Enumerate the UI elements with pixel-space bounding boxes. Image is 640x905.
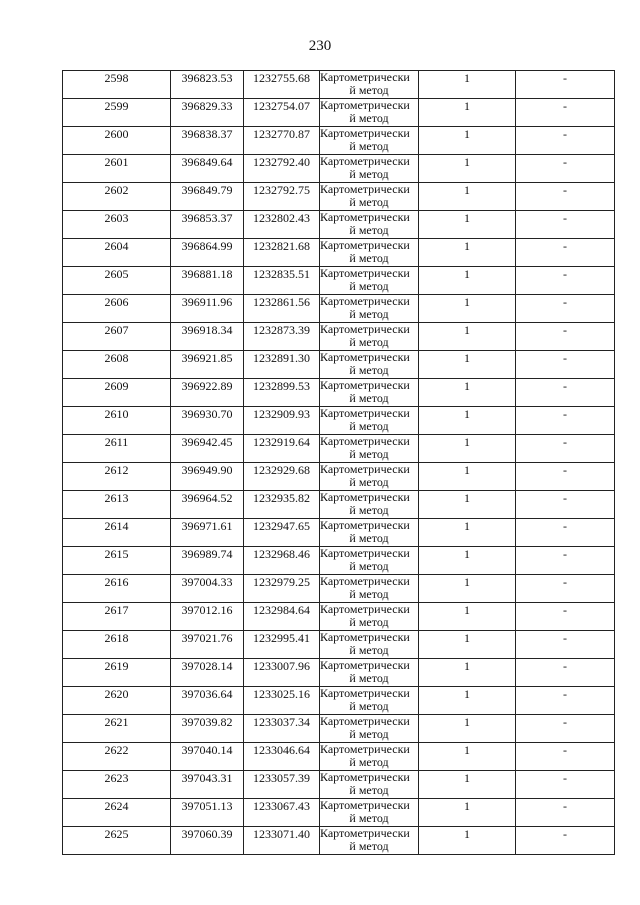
method-cell xyxy=(320,407,419,435)
method-line-2: й метод xyxy=(349,811,389,825)
table-row xyxy=(63,463,615,491)
point-number-cell: 2621 xyxy=(63,715,171,743)
point-number-cell: 2601 xyxy=(63,155,171,183)
x-coordinate-cell: 396971.61 xyxy=(171,519,244,547)
x-coordinate-cell: 396849.64 xyxy=(171,155,244,183)
method-line-1: Картометрически xyxy=(320,518,410,532)
table-row xyxy=(63,603,615,631)
method-cell xyxy=(320,211,419,239)
point-number-cell: 2623 xyxy=(63,771,171,799)
method-cell xyxy=(320,435,419,463)
method-line-2: й метод xyxy=(349,699,389,713)
method-line-1: Картометрически xyxy=(320,266,410,280)
y-coordinate-cell: 1232947.65 xyxy=(244,519,320,547)
x-coordinate-cell: 396942.45 xyxy=(171,435,244,463)
point-number-cell: 2619 xyxy=(63,659,171,687)
x-coordinate-cell: 396849.79 xyxy=(171,183,244,211)
table-row xyxy=(63,155,615,183)
note-cell: - xyxy=(516,827,615,855)
x-coordinate-cell: 396918.34 xyxy=(171,323,244,351)
table-row xyxy=(63,799,615,827)
method-line-2: й метод xyxy=(349,83,389,97)
page-number: 230 xyxy=(308,38,332,54)
method-line-2: й метод xyxy=(349,195,389,209)
y-coordinate-cell: 1232755.68 xyxy=(244,71,320,99)
table-row xyxy=(63,239,615,267)
y-coordinate-cell: 1233067.43 xyxy=(244,799,320,827)
point-number-cell: 2608 xyxy=(63,351,171,379)
x-coordinate-cell: 396864.99 xyxy=(171,239,244,267)
method-line-1: Картометрически xyxy=(320,686,410,700)
y-coordinate-cell: 1232935.82 xyxy=(244,491,320,519)
note-cell: - xyxy=(516,463,615,491)
point-number-cell: 2613 xyxy=(63,491,171,519)
table-row xyxy=(63,295,615,323)
point-number-cell: 2617 xyxy=(63,603,171,631)
accuracy-cell: 1 xyxy=(419,631,516,659)
note-cell: - xyxy=(516,183,615,211)
method-line-2: й метод xyxy=(349,167,389,181)
note-cell: - xyxy=(516,575,615,603)
method-line-1: Картометрически xyxy=(320,322,410,336)
accuracy-cell: 1 xyxy=(419,463,516,491)
method-line-2: й метод xyxy=(349,279,389,293)
method-line-2: й метод xyxy=(349,839,389,853)
x-coordinate-cell: 396930.70 xyxy=(171,407,244,435)
method-line-1: Картометрически xyxy=(320,350,410,364)
table-row xyxy=(63,127,615,155)
y-coordinate-cell: 1232929.68 xyxy=(244,463,320,491)
method-line-1: Картометрически xyxy=(320,602,410,616)
accuracy-cell: 1 xyxy=(419,603,516,631)
method-line-1: Картометрически xyxy=(320,574,410,588)
point-number-cell: 2618 xyxy=(63,631,171,659)
table-row xyxy=(63,519,615,547)
accuracy-cell: 1 xyxy=(419,183,516,211)
accuracy-cell: 1 xyxy=(419,435,516,463)
accuracy-cell: 1 xyxy=(419,295,516,323)
accuracy-cell: 1 xyxy=(419,827,516,855)
x-coordinate-cell: 397021.76 xyxy=(171,631,244,659)
accuracy-cell: 1 xyxy=(419,323,516,351)
note-cell: - xyxy=(516,71,615,99)
method-cell xyxy=(320,715,419,743)
point-number-cell: 2603 xyxy=(63,211,171,239)
x-coordinate-cell: 397028.14 xyxy=(171,659,244,687)
method-line-1: Картометрически xyxy=(320,406,410,420)
x-coordinate-cell: 396964.52 xyxy=(171,491,244,519)
note-cell: - xyxy=(516,687,615,715)
table-row xyxy=(63,743,615,771)
accuracy-cell: 1 xyxy=(419,715,516,743)
note-cell: - xyxy=(516,743,615,771)
x-coordinate-cell: 397040.14 xyxy=(171,743,244,771)
note-cell: - xyxy=(516,323,615,351)
y-coordinate-cell: 1232802.43 xyxy=(244,211,320,239)
note-cell: - xyxy=(516,547,615,575)
y-coordinate-cell: 1233046.64 xyxy=(244,743,320,771)
method-cell xyxy=(320,351,419,379)
point-number-cell: 2599 xyxy=(63,99,171,127)
method-line-2: й метод xyxy=(349,755,389,769)
y-coordinate-cell: 1232909.93 xyxy=(244,407,320,435)
method-cell xyxy=(320,71,419,99)
method-line-2: й метод xyxy=(349,363,389,377)
method-line-2: й метод xyxy=(349,727,389,741)
accuracy-cell: 1 xyxy=(419,267,516,295)
x-coordinate-cell: 396823.53 xyxy=(171,71,244,99)
table-row xyxy=(63,99,615,127)
method-cell xyxy=(320,127,419,155)
point-number-cell: 2602 xyxy=(63,183,171,211)
method-cell xyxy=(320,463,419,491)
note-cell: - xyxy=(516,491,615,519)
y-coordinate-cell: 1233025.16 xyxy=(244,687,320,715)
table-row xyxy=(63,659,615,687)
note-cell: - xyxy=(516,435,615,463)
method-line-2: й метод xyxy=(349,335,389,349)
method-cell xyxy=(320,659,419,687)
note-cell: - xyxy=(516,771,615,799)
method-cell xyxy=(320,239,419,267)
point-number-cell: 2611 xyxy=(63,435,171,463)
method-cell xyxy=(320,687,419,715)
method-line-1: Картометрически xyxy=(320,630,410,644)
table-row xyxy=(63,183,615,211)
method-line-1: Картометрически xyxy=(320,210,410,224)
table-row xyxy=(63,351,615,379)
y-coordinate-cell: 1232995.41 xyxy=(244,631,320,659)
note-cell: - xyxy=(516,211,615,239)
method-cell xyxy=(320,491,419,519)
point-number-cell: 2607 xyxy=(63,323,171,351)
method-line-2: й метод xyxy=(349,615,389,629)
y-coordinate-cell: 1232899.53 xyxy=(244,379,320,407)
coordinates-table xyxy=(62,70,615,855)
point-number-cell: 2620 xyxy=(63,687,171,715)
method-line-1: Картометрически xyxy=(320,154,410,168)
accuracy-cell: 1 xyxy=(419,687,516,715)
method-line-1: Картометрически xyxy=(320,742,410,756)
accuracy-cell: 1 xyxy=(419,71,516,99)
accuracy-cell: 1 xyxy=(419,155,516,183)
table-row xyxy=(63,211,615,239)
method-cell xyxy=(320,519,419,547)
x-coordinate-cell: 396921.85 xyxy=(171,351,244,379)
note-cell: - xyxy=(516,407,615,435)
table-row xyxy=(63,771,615,799)
accuracy-cell: 1 xyxy=(419,407,516,435)
method-line-1: Картометрически xyxy=(320,826,410,840)
method-line-2: й метод xyxy=(349,223,389,237)
method-line-2: й метод xyxy=(349,307,389,321)
method-line-1: Картометрически xyxy=(320,546,410,560)
x-coordinate-cell: 397039.82 xyxy=(171,715,244,743)
table-row xyxy=(63,827,615,855)
accuracy-cell: 1 xyxy=(419,799,516,827)
method-cell xyxy=(320,799,419,827)
y-coordinate-cell: 1233057.39 xyxy=(244,771,320,799)
x-coordinate-cell: 396838.37 xyxy=(171,127,244,155)
note-cell: - xyxy=(516,155,615,183)
point-number-cell: 2610 xyxy=(63,407,171,435)
x-coordinate-cell: 396911.96 xyxy=(171,295,244,323)
y-coordinate-cell: 1232891.30 xyxy=(244,351,320,379)
method-line-2: й метод xyxy=(349,111,389,125)
method-line-2: й метод xyxy=(349,391,389,405)
method-cell xyxy=(320,603,419,631)
table-row xyxy=(63,491,615,519)
note-cell: - xyxy=(516,379,615,407)
method-line-1: Картометрически xyxy=(320,182,410,196)
note-cell: - xyxy=(516,799,615,827)
y-coordinate-cell: 1232919.64 xyxy=(244,435,320,463)
note-cell: - xyxy=(516,603,615,631)
method-line-2: й метод xyxy=(349,503,389,517)
x-coordinate-cell: 397004.33 xyxy=(171,575,244,603)
note-cell: - xyxy=(516,519,615,547)
accuracy-cell: 1 xyxy=(419,351,516,379)
method-line-2: й метод xyxy=(349,139,389,153)
y-coordinate-cell: 1232873.39 xyxy=(244,323,320,351)
accuracy-cell: 1 xyxy=(419,659,516,687)
note-cell: - xyxy=(516,99,615,127)
y-coordinate-cell: 1232754.07 xyxy=(244,99,320,127)
method-line-2: й метод xyxy=(349,783,389,797)
point-number-cell: 2615 xyxy=(63,547,171,575)
method-line-1: Картометрически xyxy=(320,714,410,728)
table-row xyxy=(63,715,615,743)
accuracy-cell: 1 xyxy=(419,519,516,547)
x-coordinate-cell: 396853.37 xyxy=(171,211,244,239)
x-coordinate-cell: 397051.13 xyxy=(171,799,244,827)
point-number-cell: 2616 xyxy=(63,575,171,603)
x-coordinate-cell: 397036.64 xyxy=(171,687,244,715)
point-number-cell: 2612 xyxy=(63,463,171,491)
y-coordinate-cell: 1232792.75 xyxy=(244,183,320,211)
table-row xyxy=(63,687,615,715)
method-line-1: Картометрически xyxy=(320,462,410,476)
note-cell: - xyxy=(516,127,615,155)
point-number-cell: 2604 xyxy=(63,239,171,267)
accuracy-cell: 1 xyxy=(419,575,516,603)
point-number-cell: 2622 xyxy=(63,743,171,771)
table-row xyxy=(63,407,615,435)
table-body xyxy=(63,71,615,855)
method-line-1: Картометрически xyxy=(320,70,410,84)
x-coordinate-cell: 396922.89 xyxy=(171,379,244,407)
accuracy-cell: 1 xyxy=(419,239,516,267)
y-coordinate-cell: 1232968.46 xyxy=(244,547,320,575)
accuracy-cell: 1 xyxy=(419,771,516,799)
method-cell xyxy=(320,295,419,323)
method-line-2: й метод xyxy=(349,251,389,265)
x-coordinate-cell: 396829.33 xyxy=(171,99,244,127)
table-row xyxy=(63,435,615,463)
method-line-2: й метод xyxy=(349,671,389,685)
method-cell xyxy=(320,267,419,295)
method-line-1: Картометрически xyxy=(320,770,410,784)
point-number-cell: 2598 xyxy=(63,71,171,99)
note-cell: - xyxy=(516,631,615,659)
y-coordinate-cell: 1233037.34 xyxy=(244,715,320,743)
accuracy-cell: 1 xyxy=(419,211,516,239)
y-coordinate-cell: 1232792.40 xyxy=(244,155,320,183)
table-row xyxy=(63,575,615,603)
x-coordinate-cell: 397060.39 xyxy=(171,827,244,855)
method-cell xyxy=(320,379,419,407)
method-cell xyxy=(320,631,419,659)
method-line-1: Картометрически xyxy=(320,238,410,252)
method-cell xyxy=(320,547,419,575)
method-cell xyxy=(320,827,419,855)
point-number-cell: 2605 xyxy=(63,267,171,295)
x-coordinate-cell: 397043.31 xyxy=(171,771,244,799)
x-coordinate-cell: 396989.74 xyxy=(171,547,244,575)
table-row xyxy=(63,379,615,407)
y-coordinate-cell: 1232984.64 xyxy=(244,603,320,631)
x-coordinate-cell: 396949.90 xyxy=(171,463,244,491)
y-coordinate-cell: 1232770.87 xyxy=(244,127,320,155)
method-cell xyxy=(320,771,419,799)
point-number-cell: 2606 xyxy=(63,295,171,323)
table-row xyxy=(63,547,615,575)
method-cell xyxy=(320,323,419,351)
table-row xyxy=(63,267,615,295)
note-cell: - xyxy=(516,715,615,743)
method-cell xyxy=(320,183,419,211)
method-line-2: й метод xyxy=(349,531,389,545)
accuracy-cell: 1 xyxy=(419,127,516,155)
table-row xyxy=(63,323,615,351)
point-number-cell: 2600 xyxy=(63,127,171,155)
method-cell xyxy=(320,99,419,127)
method-line-1: Картометрически xyxy=(320,126,410,140)
table-row xyxy=(63,631,615,659)
x-coordinate-cell: 397012.16 xyxy=(171,603,244,631)
note-cell: - xyxy=(516,295,615,323)
method-line-1: Картометрически xyxy=(320,378,410,392)
method-line-2: й метод xyxy=(349,643,389,657)
point-number-cell: 2624 xyxy=(63,799,171,827)
table-row xyxy=(63,71,615,99)
method-line-2: й метод xyxy=(349,419,389,433)
point-number-cell: 2609 xyxy=(63,379,171,407)
note-cell: - xyxy=(516,267,615,295)
method-cell xyxy=(320,155,419,183)
y-coordinate-cell: 1232821.68 xyxy=(244,239,320,267)
accuracy-cell: 1 xyxy=(419,491,516,519)
accuracy-cell: 1 xyxy=(419,547,516,575)
accuracy-cell: 1 xyxy=(419,99,516,127)
method-line-2: й метод xyxy=(349,587,389,601)
point-number-cell: 2614 xyxy=(63,519,171,547)
method-line-1: Картометрически xyxy=(320,798,410,812)
y-coordinate-cell: 1232979.25 xyxy=(244,575,320,603)
accuracy-cell: 1 xyxy=(419,379,516,407)
y-coordinate-cell: 1232861.56 xyxy=(244,295,320,323)
method-line-1: Картометрически xyxy=(320,98,410,112)
note-cell: - xyxy=(516,659,615,687)
method-line-2: й метод xyxy=(349,447,389,461)
method-line-1: Картометрически xyxy=(320,658,410,672)
method-line-1: Картометрически xyxy=(320,294,410,308)
note-cell: - xyxy=(516,239,615,267)
y-coordinate-cell: 1233007.96 xyxy=(244,659,320,687)
note-cell: - xyxy=(516,351,615,379)
point-number-cell: 2625 xyxy=(63,827,171,855)
method-line-2: й метод xyxy=(349,475,389,489)
method-cell xyxy=(320,743,419,771)
y-coordinate-cell: 1232835.51 xyxy=(244,267,320,295)
accuracy-cell: 1 xyxy=(419,743,516,771)
x-coordinate-cell: 396881.18 xyxy=(171,267,244,295)
method-line-2: й метод xyxy=(349,559,389,573)
y-coordinate-cell: 1233071.40 xyxy=(244,827,320,855)
method-line-1: Картометрически xyxy=(320,434,410,448)
method-line-1: Картометрически xyxy=(320,490,410,504)
method-cell xyxy=(320,575,419,603)
